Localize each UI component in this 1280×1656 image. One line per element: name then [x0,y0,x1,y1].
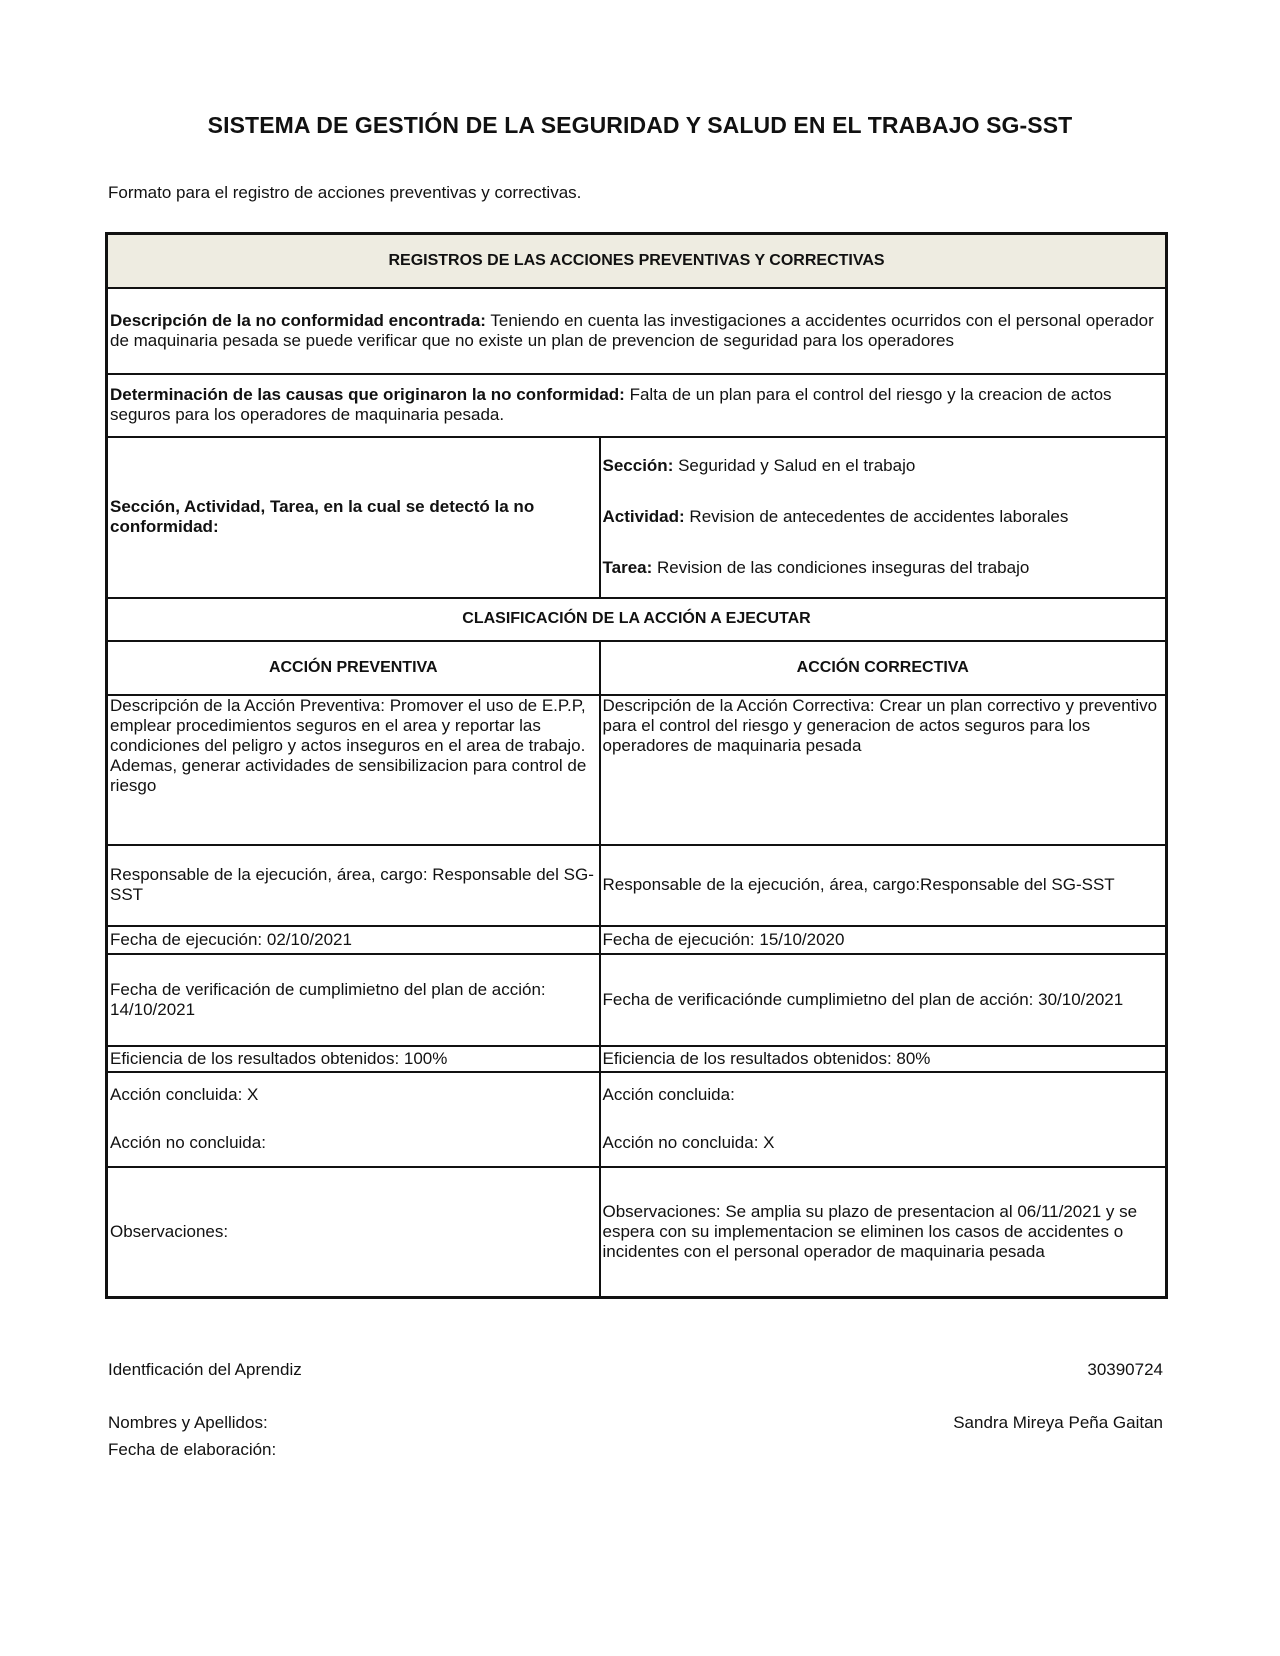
tarea-line [603,558,1164,578]
table-header-row [107,234,1167,288]
corrective-execution-date: Fecha de ejecución: 15/10/2020 [600,926,1167,954]
seccion-value: Seguridad y Salud en el trabajo [673,456,916,475]
preventive-execution-date: Fecha de ejecución: 02/10/2021 [107,926,600,954]
causes-text: Falta de un plan para el control del riesgo y la creacion de actos seguros para los operadores de maquinaria pesada. [110,385,1112,424]
verification-date-row [107,954,1167,1046]
conclusion-row [107,1072,1167,1167]
preventive-verification-date: Fecha de verificación de cumplimietno del plan de acción: 14/10/2021 [107,954,600,1046]
preventive-header: ACCIÓN PREVENTIVA [107,641,600,695]
corrective-observations: Observaciones: Se amplia su plazo de presentacion al 06/11/2021 y se espera con su implementacion se eliminen los casos de accidentes o incidentes con el personal operador de maquinaria pesada [600,1167,1167,1298]
efficiency-row [107,1046,1167,1072]
learner-id-label: Identficación del Aprendiz [108,1360,302,1379]
causes-label: Determinación de las causas que originaron la no conformidad: [110,385,625,404]
learner-id-value: 30390724 [1087,1360,1163,1379]
elaboration-date-label: Fecha de elaboración: [108,1440,277,1459]
responsible-row [107,845,1167,926]
nonconformity-row [107,288,1167,374]
corrective-description: Descripción de la Acción Correctiva: Crear un plan correctivo y preventivo para el control del riesgo y generacion de actos seguros para los operadores de maquinaria pesada [600,695,1167,845]
page-title: SISTEMA DE GESTIÓN DE LA SEGURIDAD Y SALUD EN EL TRABAJO SG-SST [207,112,1073,138]
page-subtitle: Formato para el registro de acciones preventivas y correctivas. [108,183,582,202]
nonconformity-label: Descripción de la no conformidad encontrada: [110,310,486,330]
seccion-line [603,456,1164,476]
preventive-concluded: Acción concluida: X [110,1085,259,1104]
learner-id-line [108,1360,1163,1380]
section-row [107,437,1167,598]
classification-header: CLASIFICACIÓN DE LA ACCIÓN A EJECUTAR [107,598,1167,641]
corrective-responsible: Responsable de la ejecución, área, cargo:Responsable del SG-SST [600,845,1167,926]
classification-row [107,598,1167,641]
section-details-cell [600,437,1167,598]
observations-row [107,1167,1167,1298]
preventive-responsible: Responsable de la ejecución, área, cargo: Responsable del SG-SST [107,845,600,926]
corrective-conclusion-cell [600,1072,1167,1167]
preventive-observations: Observaciones: [107,1167,600,1298]
corrective-concluded: Acción concluida: [602,1085,735,1104]
actividad-line [603,507,1164,527]
seccion-label: Sección: [602,456,674,475]
execution-date-row [107,926,1167,954]
actividad-label: Actividad: [602,507,685,526]
preventive-conclusion-cell [107,1072,600,1167]
learner-name-value: Sandra Mireya Peña Gaitan [953,1413,1163,1432]
tarea-label: Tarea: [602,558,653,577]
actividad-value: Revision de antecedentes de accidentes laborales [684,507,1069,526]
action-headers-row [107,641,1167,695]
corrective-efficiency: Eficiencia de los resultados obtenidos: 80% [600,1046,1167,1072]
causes-cell [107,374,1167,437]
tarea-value: Revision de las condiciones inseguras del trabajo [652,558,1030,577]
preventive-not-concluded: Acción no concluida: [110,1133,266,1152]
section-label: Sección, Actividad, Tarea, en la cual se detectó la no conformidad: [107,437,600,598]
register-header: REGISTROS DE LAS ACCIONES PREVENTIVAS Y CORRECTIVAS [107,234,1167,288]
learner-name-line [108,1413,1163,1433]
learner-name-label: Nombres y Apellidos: [108,1413,268,1432]
preventive-efficiency: Eficiencia de los resultados obtenidos: 100% [107,1046,600,1072]
description-row [107,695,1167,845]
causes-row [107,374,1167,437]
corrective-not-concluded: Acción no concluida: X [602,1133,775,1152]
preventive-description: Descripción de la Acción Preventiva: Promover el uso de E.P.P, emplear procedimientos seguros en el area y reportar las condiciones del peligro y actos inseguros en el area de trabajo. Ademas, generar actividades de sensibilizacion para control de riesgo [107,695,600,845]
corrective-header: ACCIÓN CORRECTIVA [600,641,1167,695]
elaboration-date-line [108,1440,1163,1460]
actions-register-table [105,232,1168,1299]
corrective-verification-date: Fecha de verificaciónde cumplimietno del plan de acción: 30/10/2021 [600,954,1167,1046]
nonconformity-text: Teniendo en cuenta las investigaciones a accidentes ocurridos con el personal operador de maquinaria pesada se puede verificar que no existe un plan de prevencion de seguridad para los operadores [110,310,1154,350]
nonconformity-cell [107,288,1167,374]
